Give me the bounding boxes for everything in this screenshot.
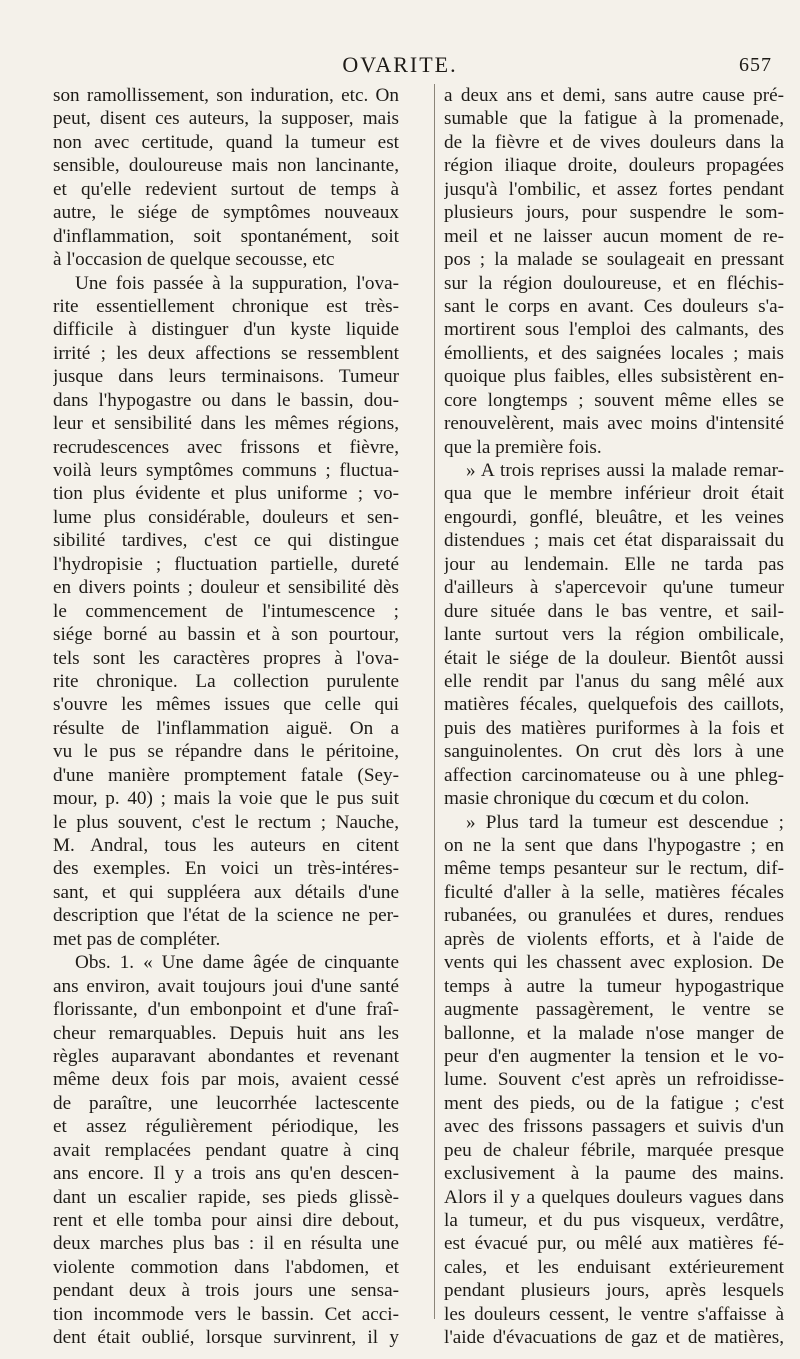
text-line: augmente passagèrement, le ventre se [444,999,784,1021]
text-line: des exemples. En voici un très-intéres- [53,858,399,880]
text-line: règles auparavant abondantes et revenant [53,1045,399,1067]
text-line: voilà leurs symptômes communs ; fluctua- [53,460,399,481]
text-line: recrudescences avec frissons et fièvre, [53,436,399,458]
text-line: cheur remarquables. Depuis huit ans les [53,1022,399,1044]
text-line: émollients, et des saignées locales ; mais [444,342,784,364]
text-line: distendues ; mais cet état disparaissait du [444,530,784,552]
text-line: avec des frissons passagers et suivis d'un [444,1116,784,1138]
column-divider [434,84,435,1319]
text-line: que la première fois. [444,436,602,458]
text-line: matières fécales, quelquefois des caillots, [444,694,784,716]
text-line: core longtemps ; souvent même elles se [444,389,784,411]
text-line: Une fois passée à la suppuration, l'ova- [75,272,399,294]
text-line: peu de chaleur fébrile, marquée presque [444,1139,784,1161]
text-line: l'hydropisie ; fluctuation partielle, dureté [53,553,399,575]
text-line: elle rendit par l'anus du sang mêlé aux [444,670,784,692]
text-line: sur la région douloureuse, et en fléchis- [444,272,784,294]
text-line: après de violents efforts, et à l'aide de [444,928,784,950]
text-line: d'inflammation, soit spontanément, soit [53,225,399,247]
running-head: OVARITE. [342,52,458,77]
text-line: l'aide d'évacuations de gaz et de matières, [444,1327,784,1349]
text-line: met pas de compléter. [53,928,221,950]
text-line: son ramollissement, son induration, etc. On [53,85,399,106]
text-line: lume. Souvent c'est après un refroidisse- [444,1069,784,1091]
text-line: région iliaque droite, douleurs propagées [444,155,784,177]
text-line: puis des matières puriformes à la fois et [444,717,784,739]
text-line: irrité ; les deux affections se ressemblent [53,342,399,364]
text-line: était le siége de la douleur. Bientôt aussi [444,647,784,669]
text-line: ment des pieds, ou de la fatigue ; c'est [444,1092,784,1114]
text-line: dans l'hypogastre ou dans le bassin, dou- [53,389,399,411]
text-line: avait remplacées pendant quatre à cinq [53,1139,399,1161]
text-line: et qu'elle redevient surtout de temps à [53,178,399,200]
text-line: » Plus tard la tumeur est descendue ; [466,811,784,833]
text-line: quoique plus faibles, elles subsistèrent en- [444,366,784,388]
text-line: d'ailleurs à s'apercevoir qu'une tumeur [444,577,784,599]
text-line: d'une manière promptement fatale (Sey- [53,764,399,786]
text-line: difficile à distinguer d'un kyste liquide [53,319,399,341]
text-line: même deux fois par mois, avaient cessé [53,1069,399,1091]
text-line: autre, le siége de symptômes nouveaux [53,202,399,224]
text-line: rent et elle tomba pour ainsi dire debout, [53,1210,399,1231]
text-line: tion plus évidente et plus uniforme ; vo- [53,483,399,505]
text-line: cales, et les enduisant extérieurement [444,1256,784,1278]
text-line: sant le corps en avant. Ces douleurs s'a- [444,295,784,317]
text-line: exclusivement à la paume des mains. [444,1163,784,1185]
text-line: on ne la sent que dans l'hypogastre ; en [444,835,784,856]
text-line: rite chronique. La collection purulente [53,670,399,692]
text-line: Alors il y a quelques douleurs vagues dans [444,1186,784,1208]
page-number: 657 [739,54,772,76]
text-line: et assez régulièrement périodique, les [53,1116,399,1138]
text-line: sant, et qui suppléera aux détails d'une [53,881,399,903]
text-line: ans environ, avait toujours joui d'une santé [53,975,399,997]
text-line: s'ouvre les mêmes issues que celle qui [53,694,399,716]
text-line: le commencement de l'intumescence ; [53,600,399,622]
text-line: sumable que la fatigue à la promenade, [444,108,784,130]
text-line: deux marches plus bas : il en résulta une [53,1233,399,1255]
text-line: qua que le membre inférieur droit était [444,483,784,505]
text-line: rite essentiellement chronique est très- [53,295,399,317]
text-line: rubanées, ou granulées et dures, rendues [444,905,784,927]
text-line: est évacué pur, ou mêlé aux matières fé- [444,1233,784,1255]
text-line: engourdi, gonflé, bleuâtre, et les veines [444,506,784,528]
text-line: leur et sensibilité dans les mêmes régions, [53,413,399,435]
text-line: à l'occasion de quelque secousse, etc [53,249,335,271]
text-line: lante surtout vers la région ombilicale, [444,624,784,646]
text-line: sanguinolentes. On crut dès lors à une [444,741,784,763]
text-line: dent était oublié, lorsque survinrent, il y [53,1327,399,1349]
text-line: » A trois reprises aussi la malade remar- [466,460,784,481]
text-line: ficulté d'aller à la selle, matières fécales [444,881,784,903]
text-line: pos ; la malade se soulageait en pressant [444,249,784,271]
text-line: a deux ans et demi, sans autre cause pré- [444,85,784,106]
text-line: résulte de l'inflammation aiguë. On a [53,717,399,739]
text-line: dant un escalier rapide, ses pieds glissè- [53,1186,399,1208]
text-line: meil et ne laisser aucun moment de re- [444,225,784,247]
right-text-column [444,84,784,1350]
text-line: plusieurs jours, pour suspendre le som- [444,202,784,224]
text-line: ballonne, et la malade n'ose manger de [444,1022,784,1044]
text-line: jusque dans leurs terminaisons. Tumeur [53,366,399,388]
text-line: mour, p. 40) ; mais la voie que le pus suit [53,788,399,810]
text-line: description que l'état de la science ne per- [53,905,399,927]
text-line: ans encore. Il y a trois ans qu'en descen- [53,1163,399,1185]
text-line: les douleurs cessent, le ventre s'affaisse à [444,1303,784,1325]
text-line: sensible, douloureuse mais non lancinante, [53,155,399,177]
text-line: affection carcinomateuse ou à une phleg- [444,764,784,786]
text-line: de la fièvre et de vives douleurs dans la [444,131,784,153]
text-line: vents qui les chassent avec explosion. De [444,952,784,974]
text-line: sibilité tardives, c'est ce qui distingue [53,530,399,552]
text-line: peut, disent ces auteurs, la supposer, mais [53,108,399,130]
text-line: non avec certitude, quand la tumeur est [53,131,399,153]
text-line: jusqu'à l'ombilic, et assez fortes pendant [444,178,784,200]
text-line: temps à autre la tumeur hypogastrique [444,975,784,997]
text-line: masie chronique du cœcum et du colon. [444,788,750,810]
text-line: renouvelèrent, mais avec moins d'intensité [444,413,784,435]
text-line: peur d'en augmenter la tension et le vo- [444,1045,784,1067]
text-line: en divers points ; douleur et sensibilité dès [53,577,399,599]
text-line: vu le pus se répandre dans le péritoine, [53,741,399,763]
text-line: florissante, d'un embonpoint et d'une fraî- [53,999,399,1021]
text-line: dure située dans le bas ventre, et sail- [444,600,784,622]
text-line: M. Andral, tous les auteurs en citent [53,835,399,856]
text-line: de paraître, une leucorrhée lactescente [53,1092,399,1114]
text-line: violente commotion dans l'abdomen, et [53,1256,399,1278]
text-line: tels sont les caractères propres à l'ova- [53,647,399,669]
text-line: Obs. 1. « Une dame âgée de cinquante [75,952,399,974]
text-line: lume plus considérable, douleurs et sen- [53,506,399,528]
text-line: tion incommode vers le bassin. Cet acci- [53,1303,399,1325]
text-line: pendant plusieurs jours, après lesquels [444,1280,784,1302]
text-line: jour au lendemain. Elle ne tarda pas [444,553,784,575]
text-line: mortirent sous l'emploi des calmants, des [444,319,784,341]
text-line: siége borné au bassin et à son pourtour, [53,624,399,646]
text-line: la tumeur, et du pus visqueux, verdâtre, [444,1210,784,1231]
text-line: pendant deux à trois jours une sensa- [53,1280,399,1302]
text-line: le plus souvent, c'est le rectum ; Nauche, [53,811,399,833]
text-line: même temps pesanteur sur le rectum, dif- [444,858,784,880]
left-text-column [53,84,399,1350]
